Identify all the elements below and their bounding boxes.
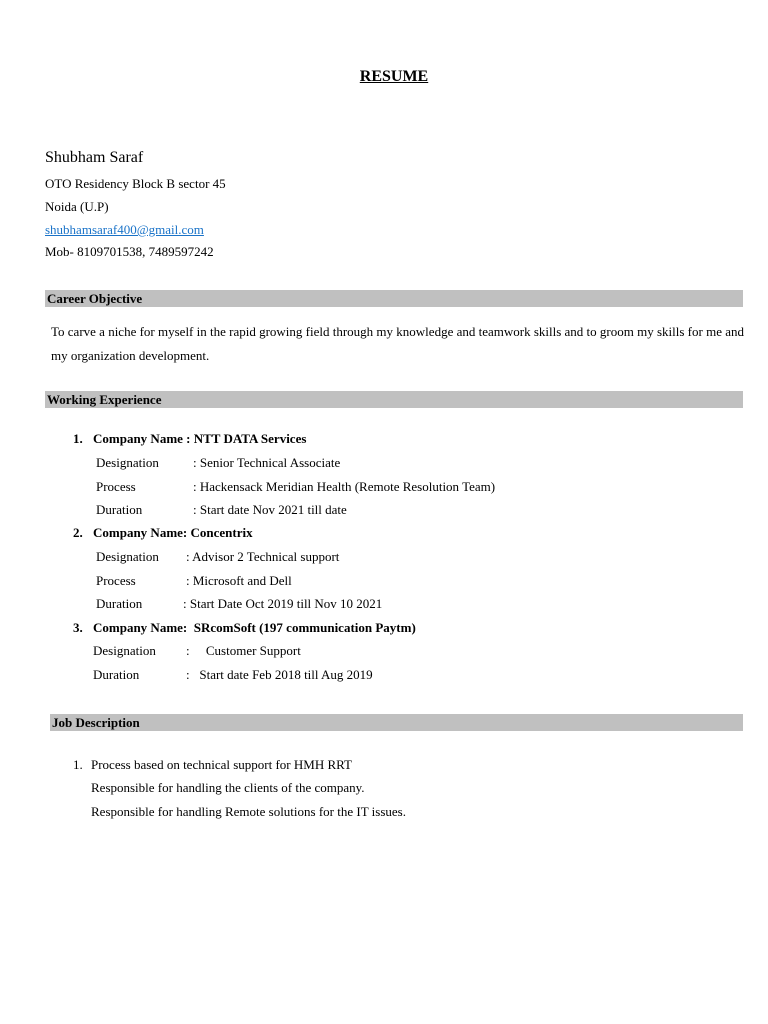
career-objective-text: To carve a niche for myself in the rapid growing field through my knowledge and teamwork skills and to groom my skills for me and my organization development. [51, 324, 744, 363]
job-1-company [73, 431, 306, 447]
job-1-company-name: Company Name : NTT DATA Services [93, 431, 307, 446]
job-2-company-name: Company Name: Concentrix [93, 525, 253, 540]
job-1-number: 1. [73, 431, 83, 446]
job-1-duration-label: Duration [96, 502, 143, 517]
job-1-designation-value: : Senior Technical Associate [193, 455, 341, 470]
job-2-designation-label: Designation [96, 549, 159, 564]
job-description-heading: Job Description [50, 714, 743, 731]
resume-title: RESUME [359, 68, 429, 85]
job-3-number: 3. [73, 620, 83, 635]
job-1-process-value: : Hackensack Meridian Health (Remote Resolution Team) [193, 479, 496, 494]
job-3-company [73, 620, 416, 636]
job-3-designation-value: : Customer Support [186, 643, 301, 658]
job-description-item-3: Responsible for handling Remote solutions for the IT issues. [91, 804, 406, 819]
job-1-process-label: Process [96, 479, 136, 494]
job-2-process-label: Process [96, 573, 136, 588]
job-3-duration-label: Duration [93, 667, 140, 682]
job-2-duration-value: : Start Date Oct 2019 till Nov 10 2021 [183, 596, 383, 611]
job-description-number: 1. [73, 757, 83, 772]
job-2-duration-label: Duration [96, 596, 143, 611]
working-experience-heading: Working Experience [45, 391, 743, 408]
job-3-designation-label: Designation [93, 643, 156, 658]
job-2-designation-value: : Advisor 2 Technical support [186, 549, 340, 564]
job-3-duration-value: : Start date Feb 2018 till Aug 2019 [186, 667, 373, 682]
career-objective-heading: Career Objective [45, 290, 743, 307]
job-2-company [73, 525, 253, 541]
address-line-2: Noida (U.P) [45, 199, 109, 214]
candidate-name: Shubham Saraf [45, 149, 144, 166]
job-1-duration-value: : Start date Nov 2021 till date [193, 502, 347, 517]
job-2-number: 2. [73, 525, 83, 540]
job-2-process-value: : Microsoft and Dell [186, 573, 292, 588]
email-link[interactable]: shubhamsaraf400@gmail.com [45, 222, 204, 237]
job-description-item-2: Responsible for handling the clients of the company. [91, 780, 365, 795]
job-description-item-1 [73, 757, 352, 773]
job-description-text-1: Process based on technical support for HMH RRT [91, 757, 352, 772]
job-3-company-name: Company Name: SRcomSoft (197 communication Paytm) [93, 620, 416, 635]
mobile-numbers: Mob- 8109701538, 7489597242 [45, 244, 214, 259]
address-line-1: OTO Residency Block B sector 45 [45, 176, 226, 191]
job-1-designation-label: Designation [96, 455, 159, 470]
